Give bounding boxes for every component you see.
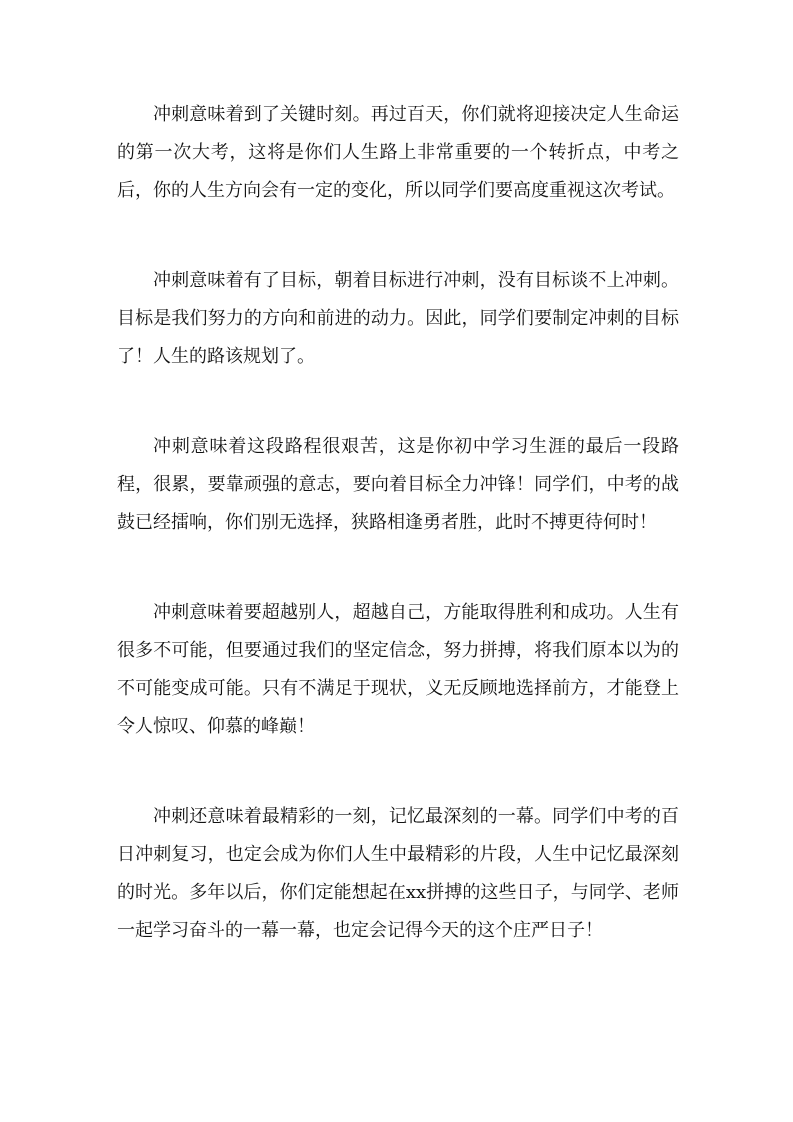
paragraph-4: 冲刺意味着要超越别人，超越自己，方能取得胜利和成功。人生有很多不可能，但要通过我们的坚定信念，努力拼搏，将我们原本以为的不可能变成可能。只有不满足于现状，义无反顾地选择前方，才能登上令人惊叹、仰慕的峰巅！ [117,602,679,737]
document-page [117,96,679,950]
paragraph-2: 冲刺意味着有了目标，朝着目标进行冲刺，没有目标谈不上冲刺。目标是我们努力的方向和前进的动力。因此，同学们要制定冲刺的目标了！人生的路该规划了。 [117,270,679,367]
paragraph-3: 冲刺意味着这段路程很艰苦，这是你初中学习生涯的最后一段路程，很累，要靠顽强的意志，要向着目标全力冲锋！同学们，中考的战鼓已经擂响，你们别无选择，狭路相逢勇者胜，此时不搏更待何时！ [117,436,679,533]
paragraph-5: 冲刺还意味着最精彩的一刻，记忆最深刻的一幕。同学们中考的百日冲刺复习，也定会成为你们人生中最精彩的片段，人生中记忆最深刻的时光。多年以后，你们定能想起在xx拼搏的这些日子，与同学、老师一起学习奋斗的一幕一幕，也定会记得今天的这个庄严日子！ [117,806,679,941]
paragraph-1: 冲刺意味着到了关键时刻。再过百天，你们就将迎接决定人生命运的第一次大考，这将是你们人生路上非常重要的一个转折点，中考之后，你的人生方向会有一定的变化，所以同学们要高度重视这次考试。 [117,104,679,201]
